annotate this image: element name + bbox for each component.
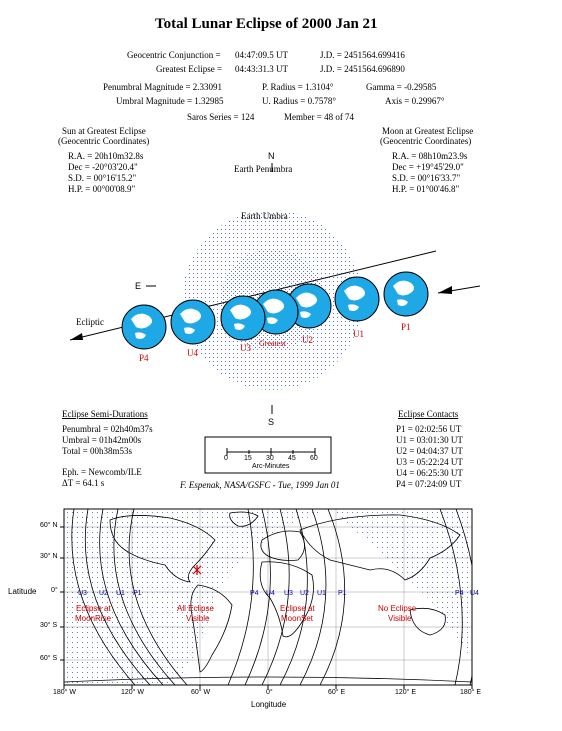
ephemeris: Eph. = Newcomb/ILE — [62, 467, 142, 477]
scale-tick-0: 0 — [224, 455, 228, 462]
ecliptic-label: Ecliptic — [76, 317, 104, 327]
scale-tick-30: 30 — [266, 455, 274, 462]
lon-tick-120e: 120° E — [395, 689, 417, 696]
lat-tick-30n: 30° N — [40, 553, 58, 560]
map-label-u3-west: U3 — [78, 590, 87, 597]
lon-tick-120w: 120° W — [121, 689, 145, 696]
map-label-p1-mid: P1 — [338, 590, 347, 597]
map-label-u3-mid: U3 — [284, 590, 293, 597]
contact-u3: U3 = 05:22:24 UT — [396, 457, 463, 467]
penumbral-radius: P. Radius = 1.3104° — [262, 82, 334, 92]
delta-t: ΔT = 64.1 s — [62, 478, 105, 488]
contact-u2: U2 = 04:04:37 UT — [396, 446, 463, 456]
scale-tick-60: 60 — [310, 455, 318, 462]
lon-tick-60e: 60° E — [328, 689, 346, 696]
semi-duration-total: Total = 00h38m53s — [62, 446, 132, 456]
moon-u4 — [171, 300, 215, 344]
map-label-u4-mid: U4 — [266, 590, 275, 597]
region-all-line2: Visible — [186, 614, 210, 623]
visibility-map — [60, 509, 477, 689]
contact-label-p4: P4 — [139, 353, 149, 363]
map-label-u4-east: U4 — [470, 590, 479, 597]
sun-hp: H.P. = 00°00'08.9" — [68, 184, 136, 194]
moon-p1 — [384, 272, 428, 316]
map-label-p4-east: P4 — [455, 590, 464, 597]
south-label: S — [268, 417, 275, 427]
axis-value: Axis = 0.29967° — [385, 96, 445, 106]
scale-label: Arc-Minutes — [252, 463, 290, 470]
moon-hp: H.P. = 01°00'46.8" — [392, 184, 460, 194]
contact-label-u3: U3 — [240, 343, 251, 353]
penumbral-magnitude: Penumbral Magnitude = 2.33091 — [103, 82, 223, 92]
region-moonrise-line1: Eclipse at — [76, 604, 111, 613]
geo-conj-time: 04:47:09.5 UT — [235, 50, 288, 60]
map-label-p4-mid: P4 — [250, 590, 259, 597]
contact-u4: U4 = 06:25:30 UT — [396, 468, 463, 478]
moon-sd: S.D. = 00°16'33.7" — [392, 173, 461, 183]
contact-p1: P1 = 02:02:56 UT — [396, 424, 462, 434]
north-label: N — [268, 151, 275, 161]
sun-sd: S.D. = 00°16'15.2" — [68, 173, 137, 183]
semi-duration-penumbral: Penumbral = 02h40m37s — [62, 424, 153, 434]
contact-u1: U1 = 03:01:30 UT — [396, 435, 463, 445]
geo-conj-label: Geocentric Conjunction = — [127, 50, 221, 60]
lat-tick-30s: 30° S — [40, 622, 58, 629]
geo-conj-jd: J.D. = 2451564.699416 — [320, 50, 405, 60]
saros-series: Saros Series = 124 — [187, 112, 255, 122]
map-label-u1-west: U1 — [116, 590, 125, 597]
lon-tick-0: 0° — [266, 689, 273, 696]
gamma-value: Gamma = -0.29585 — [366, 82, 437, 92]
east-label: E — [135, 281, 142, 291]
region-moonset-line1: Eclipse at — [280, 604, 315, 613]
semi-durations-title: Eclipse Semi-Durations — [62, 409, 148, 419]
penumbra-label: Earth Penumbra — [234, 164, 293, 174]
map-label-p1-west: P1 — [133, 590, 142, 597]
motion-arrow — [438, 286, 452, 294]
scale-tick-45: 45 — [288, 455, 296, 462]
sun-subtitle: (Geocentric Coordinates) — [58, 136, 150, 146]
lon-tick-60w: 60° W — [191, 689, 211, 696]
region-none-line2: Visible — [388, 614, 412, 623]
longitude-axis-label: Longitude — [251, 700, 287, 709]
contact-label-greatest: Greatest — [259, 339, 286, 348]
latitude-axis-label: Latitude — [8, 587, 37, 596]
sun-dec: Dec = -20°03'20.4" — [68, 162, 138, 172]
semi-duration-umbral: Umbral = 01h42m00s — [62, 435, 142, 445]
scale-tick-15: 15 — [244, 455, 252, 462]
moon-subtitle: (Geocentric Coordinates) — [380, 136, 472, 146]
moon-ra: R.A. = 08h10m23.9s — [392, 151, 468, 161]
eclipse-contacts-title: Eclipse Contacts — [398, 409, 459, 419]
lon-tick-180w: 180° W — [53, 689, 77, 696]
credit-line: F. Espenak, NASA/GSFC - Tue, 1999 Jan 01 — [180, 480, 340, 490]
moon-u3 — [221, 296, 265, 340]
map-label-u2-mid: U2 — [300, 590, 309, 597]
umbra-label: Earth Umbra — [241, 211, 288, 221]
contact-label-u1: U1 — [353, 329, 364, 339]
greatest-jd: J.D. = 2451564.696890 — [320, 64, 405, 74]
sun-ra: R.A. = 20h10m32.8s — [68, 151, 144, 161]
greatest-label: Greatest Eclipse = — [156, 64, 223, 74]
region-moonset-line2: MoonSet — [281, 614, 314, 623]
lat-tick-0: 0° — [51, 587, 58, 594]
saros-member: Member = 48 of 74 — [284, 112, 355, 122]
region-moonrise-line2: MoonRise — [75, 614, 112, 623]
contact-label-u4: U4 — [187, 348, 198, 358]
map-label-u2-west: U2 — [99, 590, 108, 597]
region-none-line1: No Eclipse — [378, 604, 417, 613]
greatest-time: 04:43:31.3 UT — [235, 64, 288, 74]
moon-u1 — [335, 277, 379, 321]
lat-tick-60s: 60° S — [40, 655, 58, 662]
lat-tick-60n: 60° N — [40, 522, 58, 529]
moon-p4 — [122, 305, 166, 349]
region-all-line1: All Eclipse — [177, 604, 214, 613]
map-label-u1-mid: U1 — [317, 590, 326, 597]
page-title: Total Lunar Eclipse of 2000 Jan 21 — [155, 16, 378, 32]
umbral-radius: U. Radius = 0.7578° — [262, 96, 336, 106]
moon-title: Moon at Greatest Eclipse — [382, 126, 474, 136]
umbral-magnitude: Umbral Magnitude = 1.32985 — [116, 96, 224, 106]
sun-title: Sun at Greatest Eclipse — [62, 126, 146, 136]
lon-tick-180e: 180° E — [460, 689, 482, 696]
contact-p4: P4 = 07:24:09 UT — [396, 479, 462, 489]
contact-label-u2: U2 — [302, 335, 313, 345]
contact-label-p1: P1 — [401, 322, 411, 332]
moon-dec: Dec = +19°45'29.0" — [392, 162, 464, 172]
